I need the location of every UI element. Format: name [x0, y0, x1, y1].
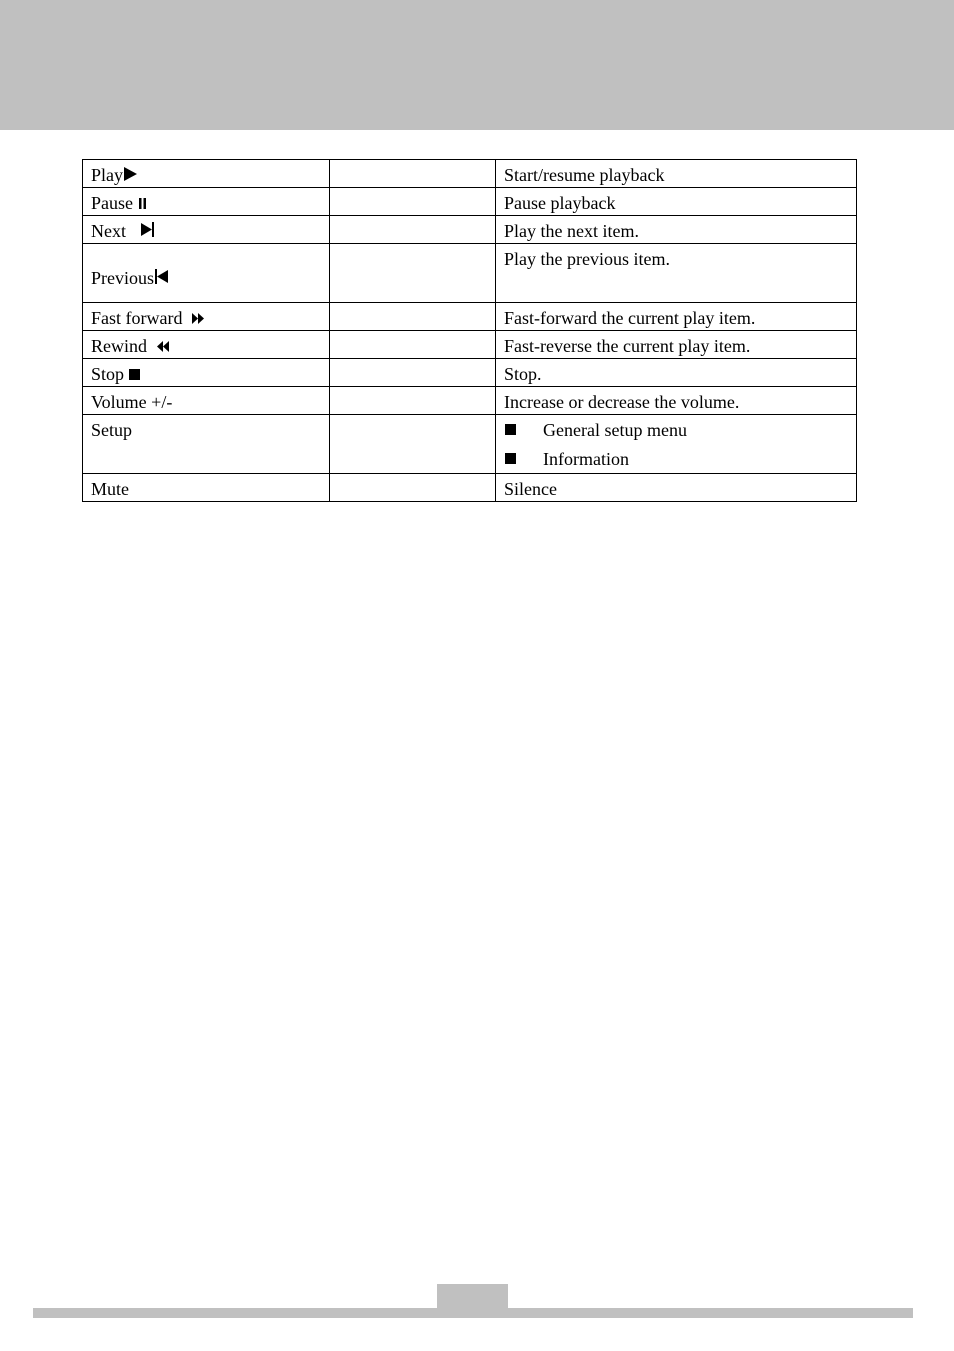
button-cell [83, 359, 330, 387]
key-cell [330, 303, 496, 331]
pause-icon [138, 198, 147, 209]
button-function-table [82, 159, 857, 502]
key-cell [330, 331, 496, 359]
table-row [83, 415, 857, 474]
button-cell [83, 415, 330, 474]
button-label: Pause [91, 193, 133, 213]
next-icon [140, 222, 156, 237]
key-cell [330, 415, 496, 474]
table-row [83, 303, 857, 331]
function-cell [496, 415, 857, 474]
play-icon [123, 167, 138, 181]
button-label: Stop [91, 364, 125, 384]
footer-bar [33, 1308, 913, 1318]
function-cell: Play the previous item. [496, 244, 857, 303]
function-cell: Pause playback [496, 188, 857, 216]
function-cell: Silence [496, 474, 857, 502]
button-label: Play [91, 165, 124, 185]
table-row [83, 387, 857, 415]
key-cell [330, 188, 496, 216]
list-item [504, 444, 848, 473]
function-cell: Fast-forward the current play item. [496, 303, 857, 331]
table-row [83, 474, 857, 502]
header-bar [0, 0, 954, 130]
list-item-label: General setup menu [543, 419, 687, 440]
stop-icon [129, 369, 141, 380]
list-item [504, 415, 848, 444]
key-cell [330, 160, 496, 188]
key-cell [330, 474, 496, 502]
button-cell [83, 303, 330, 331]
previous-icon [154, 269, 170, 284]
key-cell [330, 216, 496, 244]
button-label: Fast forward [91, 308, 183, 328]
table-row [83, 160, 857, 188]
button-cell [83, 160, 330, 188]
key-cell [330, 244, 496, 303]
button-label: Mute [91, 479, 129, 499]
button-cell [83, 216, 330, 244]
button-cell [83, 188, 330, 216]
function-cell: Increase or decrease the volume. [496, 387, 857, 415]
button-cell [83, 474, 330, 502]
button-label: Next [91, 221, 126, 241]
button-label: Previous [91, 268, 154, 288]
button-cell [83, 331, 330, 359]
function-cell: Play the next item. [496, 216, 857, 244]
table-row [83, 359, 857, 387]
function-cell: Stop. [496, 359, 857, 387]
button-label: Rewind [91, 336, 147, 356]
function-cell: Start/resume playback [496, 160, 857, 188]
table-row [83, 331, 857, 359]
table-row [83, 216, 857, 244]
function-cell: Fast-reverse the current play item. [496, 331, 857, 359]
key-cell [330, 387, 496, 415]
table-row [83, 188, 857, 216]
fast-forward-icon [191, 313, 205, 324]
square-bullet-icon [505, 424, 516, 435]
button-label: Volume +/- [91, 392, 173, 412]
button-cell [83, 244, 330, 303]
table-row [83, 244, 857, 303]
rewind-icon [156, 341, 170, 352]
square-bullet-icon [505, 453, 516, 464]
key-cell [330, 359, 496, 387]
list-item-label: Information [543, 448, 629, 469]
button-cell [83, 387, 330, 415]
button-label: Setup [91, 420, 133, 440]
